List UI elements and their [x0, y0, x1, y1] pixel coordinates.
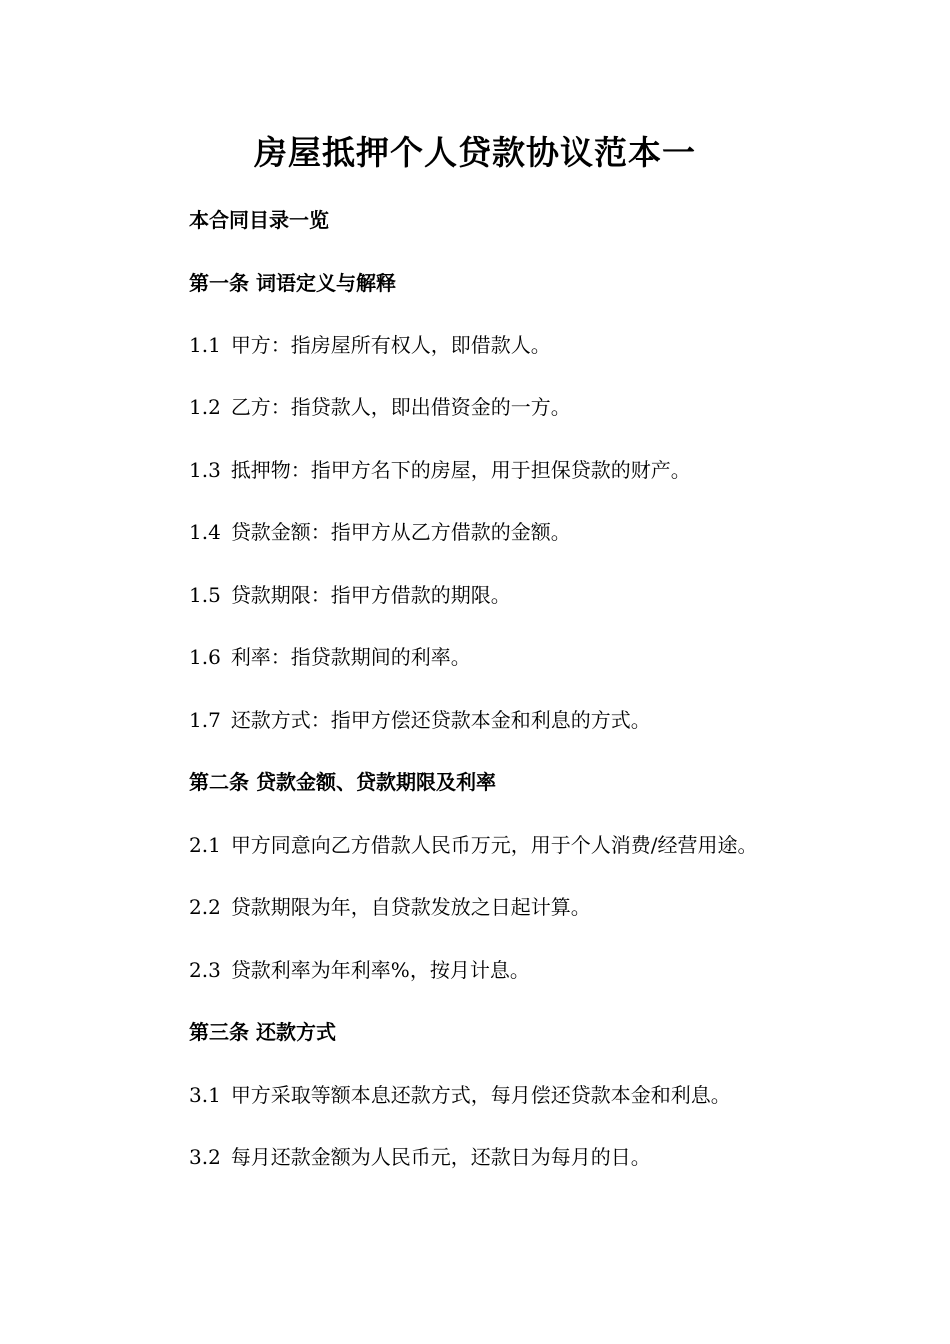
section-heading-3: 第三条 还款方式	[189, 1020, 336, 1044]
document-title: 房屋抵押个人贷款协议范本一	[254, 133, 696, 172]
clause-text: 甲方采取等额本息还款方式，每月偿还贷款本金和利息。	[230, 1083, 731, 1107]
clause-3-1	[189, 1080, 731, 1110]
clause-1-5	[189, 580, 511, 610]
clause-text: 贷款金额：指甲方从乙方借款的金额。	[230, 520, 571, 544]
section-heading-1: 第一条 词语定义与解释	[189, 271, 396, 295]
clause-text: 利率：指贷款期间的利率。	[230, 645, 471, 669]
clause-number: 3.1	[189, 1083, 221, 1107]
clause-number: 2.2	[189, 895, 221, 919]
clause-1-1	[189, 330, 551, 360]
clause-1-2	[189, 392, 571, 422]
clause-1-6	[189, 642, 471, 672]
clause-text: 甲方：指房屋所有权人，即借款人。	[230, 333, 551, 357]
clause-3-2	[189, 1142, 651, 1172]
clause-1-3	[189, 455, 691, 485]
clause-number: 1.3	[189, 458, 221, 482]
section-heading-2: 第二条 贷款金额、贷款期限及利率	[189, 770, 496, 794]
toc-heading: 本合同目录一览	[189, 208, 329, 232]
clause-text: 抵押物：指甲方名下的房屋，用于担保贷款的财产。	[230, 458, 691, 482]
clause-2-1	[189, 830, 758, 860]
clause-number: 2.1	[189, 833, 221, 857]
clause-text: 贷款期限为年，自贷款发放之日起计算。	[230, 895, 591, 919]
clause-text: 每月还款金额为人民币元，还款日为每月的日。	[230, 1145, 651, 1169]
clause-text: 贷款期限：指甲方借款的期限。	[230, 583, 511, 607]
clause-number: 1.4	[189, 520, 221, 544]
clause-number: 1.1	[189, 333, 221, 357]
clause-1-4	[189, 517, 571, 547]
clause-number: 2.3	[189, 958, 221, 982]
clause-text: 贷款利率为年利率%，按月计息。	[230, 958, 530, 982]
clause-2-2	[189, 892, 591, 922]
clause-1-7	[189, 705, 651, 735]
clause-number: 1.2	[189, 395, 221, 419]
clause-text: 还款方式：指甲方偿还贷款本金和利息的方式。	[230, 708, 651, 732]
clause-text: 乙方：指贷款人，即出借资金的一方。	[230, 395, 571, 419]
clause-text: 甲方同意向乙方借款人民币万元，用于个人消费/经营用途。	[230, 833, 758, 857]
clause-number: 3.2	[189, 1145, 221, 1169]
clause-number: 1.7	[189, 708, 221, 732]
clause-number: 1.5	[189, 583, 221, 607]
clause-number: 1.6	[189, 645, 221, 669]
clause-2-3	[189, 955, 530, 985]
